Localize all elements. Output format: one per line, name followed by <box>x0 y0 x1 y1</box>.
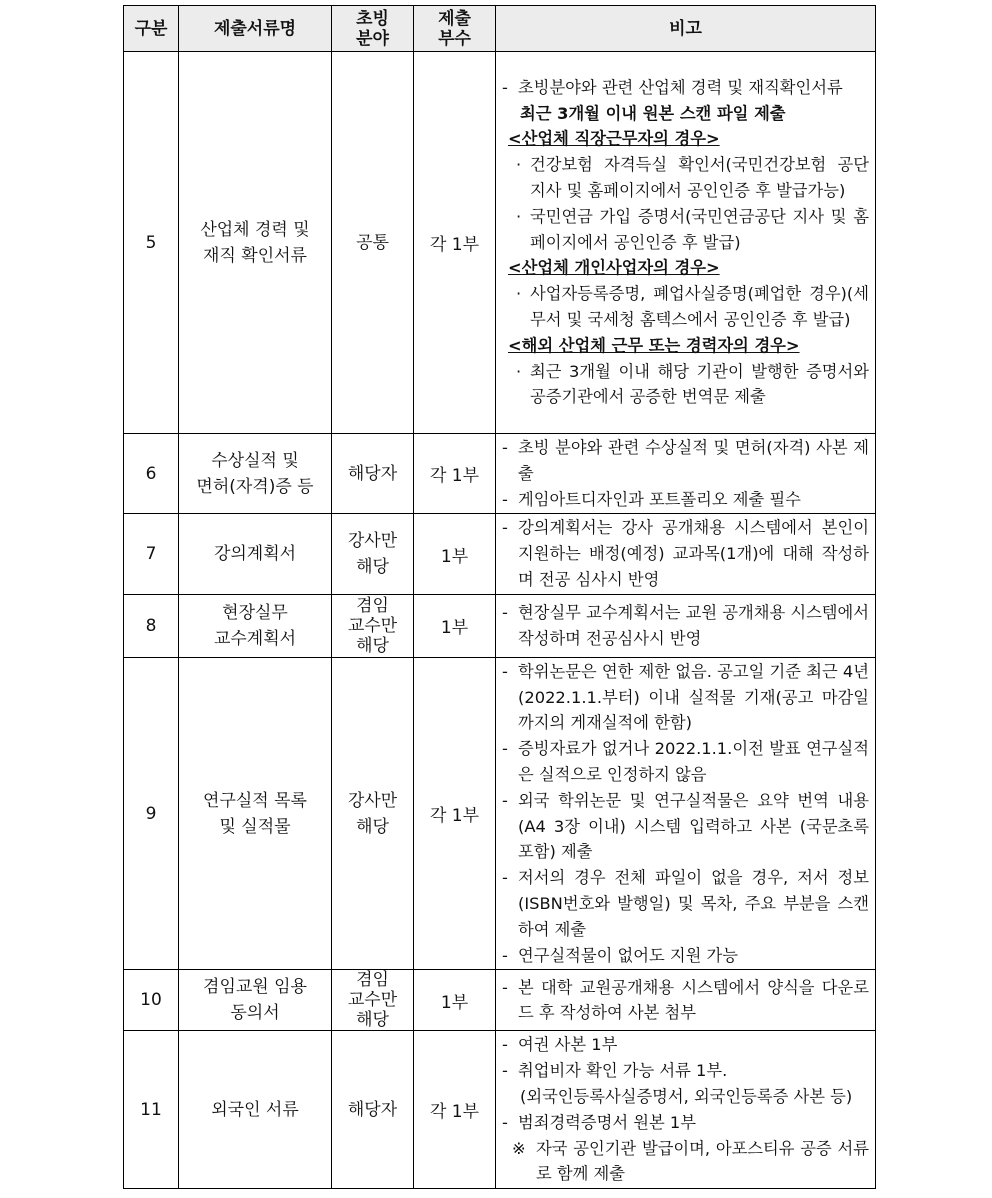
row-number: 7 <box>124 514 179 594</box>
table-row <box>124 52 876 434</box>
remarks-cell <box>496 970 876 1031</box>
remark-line <box>502 281 869 333</box>
header-copies: 제출 부수 <box>414 6 496 52</box>
bullet-marker: - <box>502 77 508 97</box>
remark-line <box>502 359 869 411</box>
remark-line <box>502 487 869 513</box>
remark-line <box>502 204 869 256</box>
remark-text: 게임아트디자인과 포트폴리오 제출 필수 <box>518 489 801 509</box>
row-number: 6 <box>124 434 179 514</box>
bullet-marker: · <box>516 206 522 226</box>
remark-line <box>502 1110 869 1136</box>
remarks-cell <box>496 657 876 970</box>
remark-text: <산업체 개인사업자의 경우> <box>508 258 720 278</box>
remark-line <box>502 435 869 487</box>
applicable-field: 해당자 <box>332 434 414 514</box>
remark-text: <산업체 직장근무자의 경우> <box>508 129 720 149</box>
remark-text: 증빙자료가 없거나 2022.1.1.이전 발표 연구실적은 실적으로 인정하지 않음 <box>518 739 869 784</box>
row-number: 5 <box>124 52 179 434</box>
row-number: 11 <box>124 1031 179 1189</box>
bullet-marker: - <box>502 868 508 888</box>
remark-line <box>502 788 869 865</box>
remark-line <box>502 255 869 281</box>
bullet-marker: ※ <box>512 1138 526 1158</box>
remark-line <box>502 659 869 736</box>
row-number: 8 <box>124 594 179 657</box>
remark-text: 자국 공인기관 발급이며, 아포스티유 공증 서류로 함께 제출 <box>536 1138 869 1184</box>
remark-text: 강의계획서는 강사 공개채용 시스템에서 본인이 지원하는 배정(예정) 교과목(1개)에 대해 작성하며 전공 심사시 반영 <box>518 518 869 589</box>
remarks-cell <box>496 434 876 514</box>
remark-line <box>502 126 869 152</box>
bullet-marker: - <box>502 977 508 997</box>
document-name: 외국인 서류 <box>179 1031 332 1189</box>
table-row <box>124 514 876 594</box>
remark-text: 초빙 분야와 관련 수상실적 및 면허(자격) 사본 제출 <box>518 438 869 483</box>
copies-count: 각 1부 <box>414 52 496 434</box>
remark-line <box>502 1084 869 1110</box>
remark-text: 건강보험 자격득실 확인서(국민건강보험 공단 지사 및 홈페이지에서 공인인증 후 발급가능) <box>530 155 869 200</box>
remark-line <box>502 600 869 652</box>
remark-text: 범죄경력증명서 원본 1부 <box>518 1112 696 1132</box>
table-row <box>124 594 876 657</box>
applicable-field: 겸임 교수만 해당 <box>332 970 414 1031</box>
bullet-marker: - <box>502 602 508 622</box>
header-remarks: 비고 <box>496 6 876 52</box>
remark-text: 본 대학 교원공개채용 시스템에서 양식을 다운로드 후 작성하여 사본 첨부 <box>518 977 869 1023</box>
remark-text: <해외 산업체 근무 또는 경력자의 경우> <box>508 335 800 355</box>
remark-text: 여권 사본 1부 <box>518 1035 618 1055</box>
applicable-field: 강사만 해당 <box>332 514 414 594</box>
table-row <box>124 1031 876 1189</box>
bullet-marker: · <box>516 284 522 304</box>
bullet-marker: - <box>502 1061 508 1081</box>
applicable-field: 강사만 해당 <box>332 657 414 970</box>
remarks-cell <box>496 1031 876 1189</box>
remark-line <box>502 943 869 969</box>
remarks-cell <box>496 52 876 434</box>
applicable-field: 공통 <box>332 52 414 434</box>
remark-text: 학위논문은 연한 제한 없음. 공고일 기준 최근 4년(2022.1.1.부터) 이내 실적물 기재(공고 마감일까지의 게재실적에 한함) <box>518 661 869 733</box>
table-row <box>124 434 876 514</box>
remark-text: (외국인등록사실증명서, 외국인등록증 사본 등) <box>520 1086 853 1106</box>
remark-line <box>502 152 869 204</box>
applicable-field: 겸임 교수만 해당 <box>332 594 414 657</box>
remark-line <box>502 736 869 788</box>
remark-line <box>502 1032 869 1058</box>
remark-text: 취업비자 확인 가능 서류 1부. <box>518 1061 728 1081</box>
row-number: 9 <box>124 657 179 970</box>
copies-count: 1부 <box>414 514 496 594</box>
bullet-marker: - <box>502 438 508 457</box>
remark-text: 최근 3개월 이내 해당 기관이 발행한 증명서와 공증기관에서 공증한 번역문 제출 <box>530 361 869 407</box>
remark-text: 외국 학위논문 및 연구실적물은 요약 번역 내용(A4 3장 이내) 시스템 입력하고 사본 (국문초록 포함) 제출 <box>518 790 869 862</box>
remark-line <box>502 333 869 359</box>
header-category: 구분 <box>124 6 179 52</box>
header-field: 초빙 분야 <box>332 6 414 52</box>
remark-text: 최근 3개월 이내 원본 스캔 파일 제출 <box>520 103 786 123</box>
remark-line <box>502 101 869 127</box>
copies-count: 각 1부 <box>414 1031 496 1189</box>
bullet-marker: - <box>502 945 508 965</box>
bullet-marker: - <box>502 1035 508 1055</box>
document-name: 수상실적 및 면허(자격)증 등 <box>179 434 332 514</box>
remark-text: 사업자등록증명, 폐업사실증명(폐업한 경우)(세무서 및 국세청 홈텍스에서 공인인증 후 발급) <box>530 284 869 329</box>
document-name: 겸임교원 임용 동의서 <box>179 970 332 1031</box>
documents-table <box>123 5 876 1189</box>
copies-count: 각 1부 <box>414 657 496 970</box>
remark-line <box>502 515 869 592</box>
bullet-marker: - <box>502 1112 508 1132</box>
header-document-name: 제출서류명 <box>179 6 332 52</box>
bullet-marker: · <box>516 361 522 381</box>
remark-line <box>502 1136 869 1188</box>
remark-text: 저서의 경우 전체 파일이 없을 경우, 저서 정보(ISBN번호와 발행일) 및 목차, 주요 부분을 스캔하여 제출 <box>518 868 869 939</box>
bullet-marker: - <box>502 489 508 509</box>
table-row <box>124 657 876 970</box>
header-row <box>124 6 876 52</box>
bullet-marker: - <box>502 790 508 810</box>
remark-line <box>502 75 869 101</box>
row-number: 10 <box>124 970 179 1031</box>
remarks-cell <box>496 594 876 657</box>
remark-text: 국민연금 가입 증명서(국민연금공단 지사 및 홈페이지에서 공인인증 후 발급) <box>530 206 869 252</box>
bullet-marker: - <box>502 661 508 681</box>
bullet-marker: - <box>502 739 508 759</box>
remark-line <box>502 1058 869 1084</box>
remark-line <box>502 865 869 942</box>
copies-count: 각 1부 <box>414 434 496 514</box>
document-name: 산업체 경력 및 재직 확인서류 <box>179 52 332 434</box>
remark-text: 현장실무 교수계획서는 교원 공개채용 시스템에서 작성하며 전공심사시 반영 <box>518 602 869 648</box>
bullet-marker: · <box>516 155 522 175</box>
copies-count: 1부 <box>414 970 496 1031</box>
document-name: 현장실무 교수계획서 <box>179 594 332 657</box>
copies-count: 1부 <box>414 594 496 657</box>
remark-text: 초빙분야와 관련 산업체 경력 및 재직확인서류 <box>518 77 843 97</box>
remark-line <box>502 975 869 1027</box>
bullet-marker: - <box>502 518 508 538</box>
table-row <box>124 970 876 1031</box>
document-name: 연구실적 목록 및 실적물 <box>179 657 332 970</box>
remark-text: 연구실적물이 없어도 지원 가능 <box>518 945 738 965</box>
applicable-field: 해당자 <box>332 1031 414 1189</box>
document-name: 강의계획서 <box>179 514 332 594</box>
remarks-cell <box>496 514 876 594</box>
